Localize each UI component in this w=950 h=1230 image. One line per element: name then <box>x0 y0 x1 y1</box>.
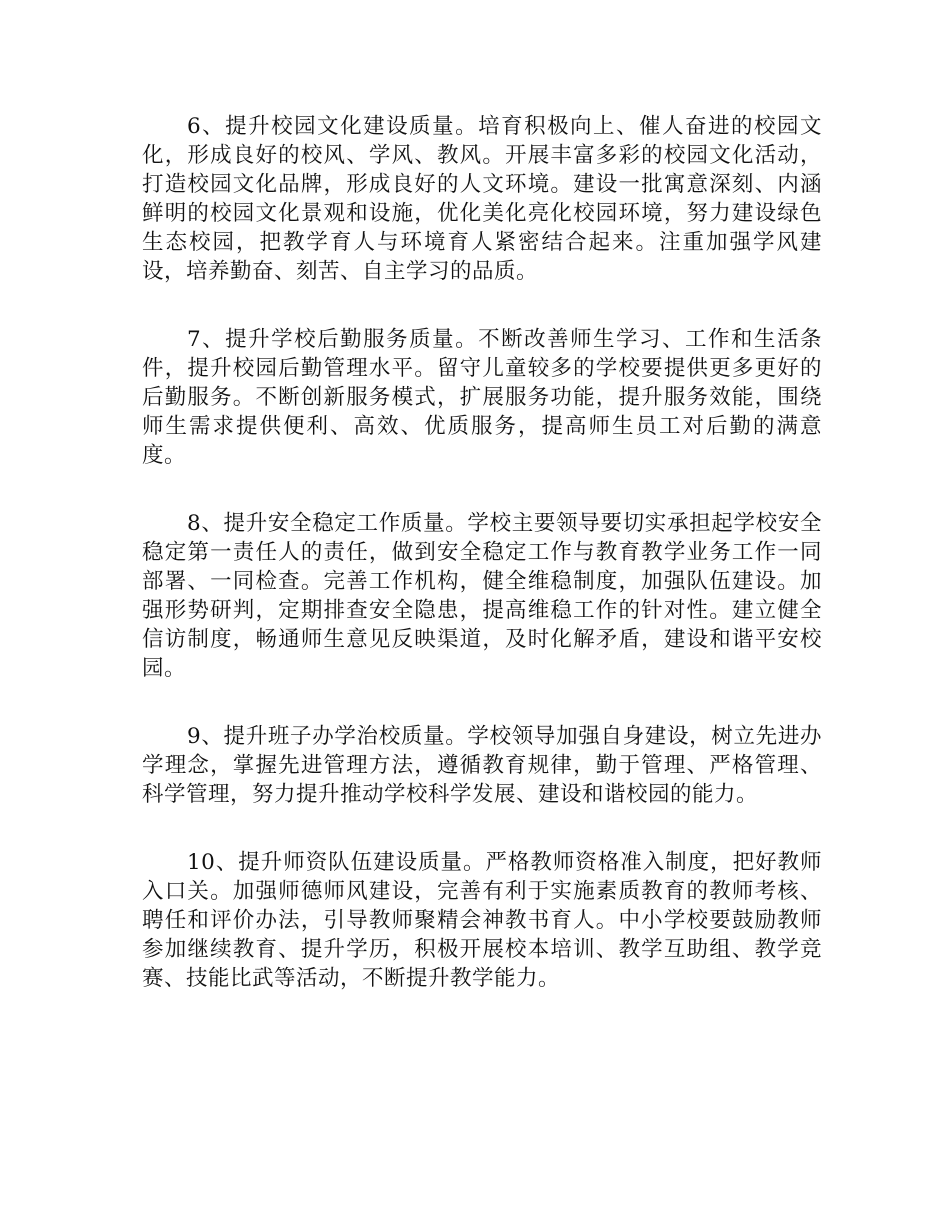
paragraph-8-safety-stability: 8、提升安全稳定工作质量。学校主要领导要切实承担起学校安全稳定第一责任人的责任，做到安全稳定工作与教育教学业务工作一同部署、一同检查。完善工作机构，健全维稳制度，加强队伍建设。加强形势研判，定期排查安全隐患，提高维稳工作的针对性。建立健全信访制度，畅通师生意见反映渠道，及时化解矛盾，建设和谐平安校园。 <box>142 511 822 681</box>
document-page <box>142 112 822 1032</box>
paragraph-9-leadership: 9、提升班子办学治校质量。学校领导加强自身建设，树立先进办学理念，掌握先进管理方法，遵循教育规律，勤于管理、严格管理、科学管理，努力提升推动学校科学发展、建设和谐校园的能力。 <box>142 724 822 807</box>
paragraph-6-campus-culture: 6、提升校园文化建设质量。培育积极向上、催人奋进的校园文化，形成良好的校风、学风、教风。开展丰富多彩的校园文化活动，打造校园文化品牌，形成良好的人文环境。建设一批寓意深刻、内涵鲜明的校园文化景观和设施，优化美化亮化校园环境，努力建设绿色生态校园，把教学育人与环境育人紧密结合起来。注重加强学风建设，培养勤奋、刻苦、自主学习的品质。 <box>142 114 822 284</box>
paragraph-7-logistics-service: 7、提升学校后勤服务质量。不断改善师生学习、工作和生活条件，提升校园后勤管理水平。留守儿童较多的学校要提供更多更好的后勤服务。不断创新服务模式，扩展服务功能，提升服务效能，围绕师生需求提供便利、高效、优质服务，提高师生员工对后勤的满意度。 <box>142 327 822 468</box>
paragraph-10-teaching-staff: 10、提升师资队伍建设质量。严格教师资格准入制度，把好教师入口关。加强师德师风建设，完善有利于实施素质教育的教师考核、聘任和评价办法，引导教师聚精会神教书育人。中小学校要鼓励教师参加继续教育、提升学历，积极开展校本培训、教学互助组、教学竞赛、技能比武等活动，不断提升教学能力。 <box>142 850 822 991</box>
